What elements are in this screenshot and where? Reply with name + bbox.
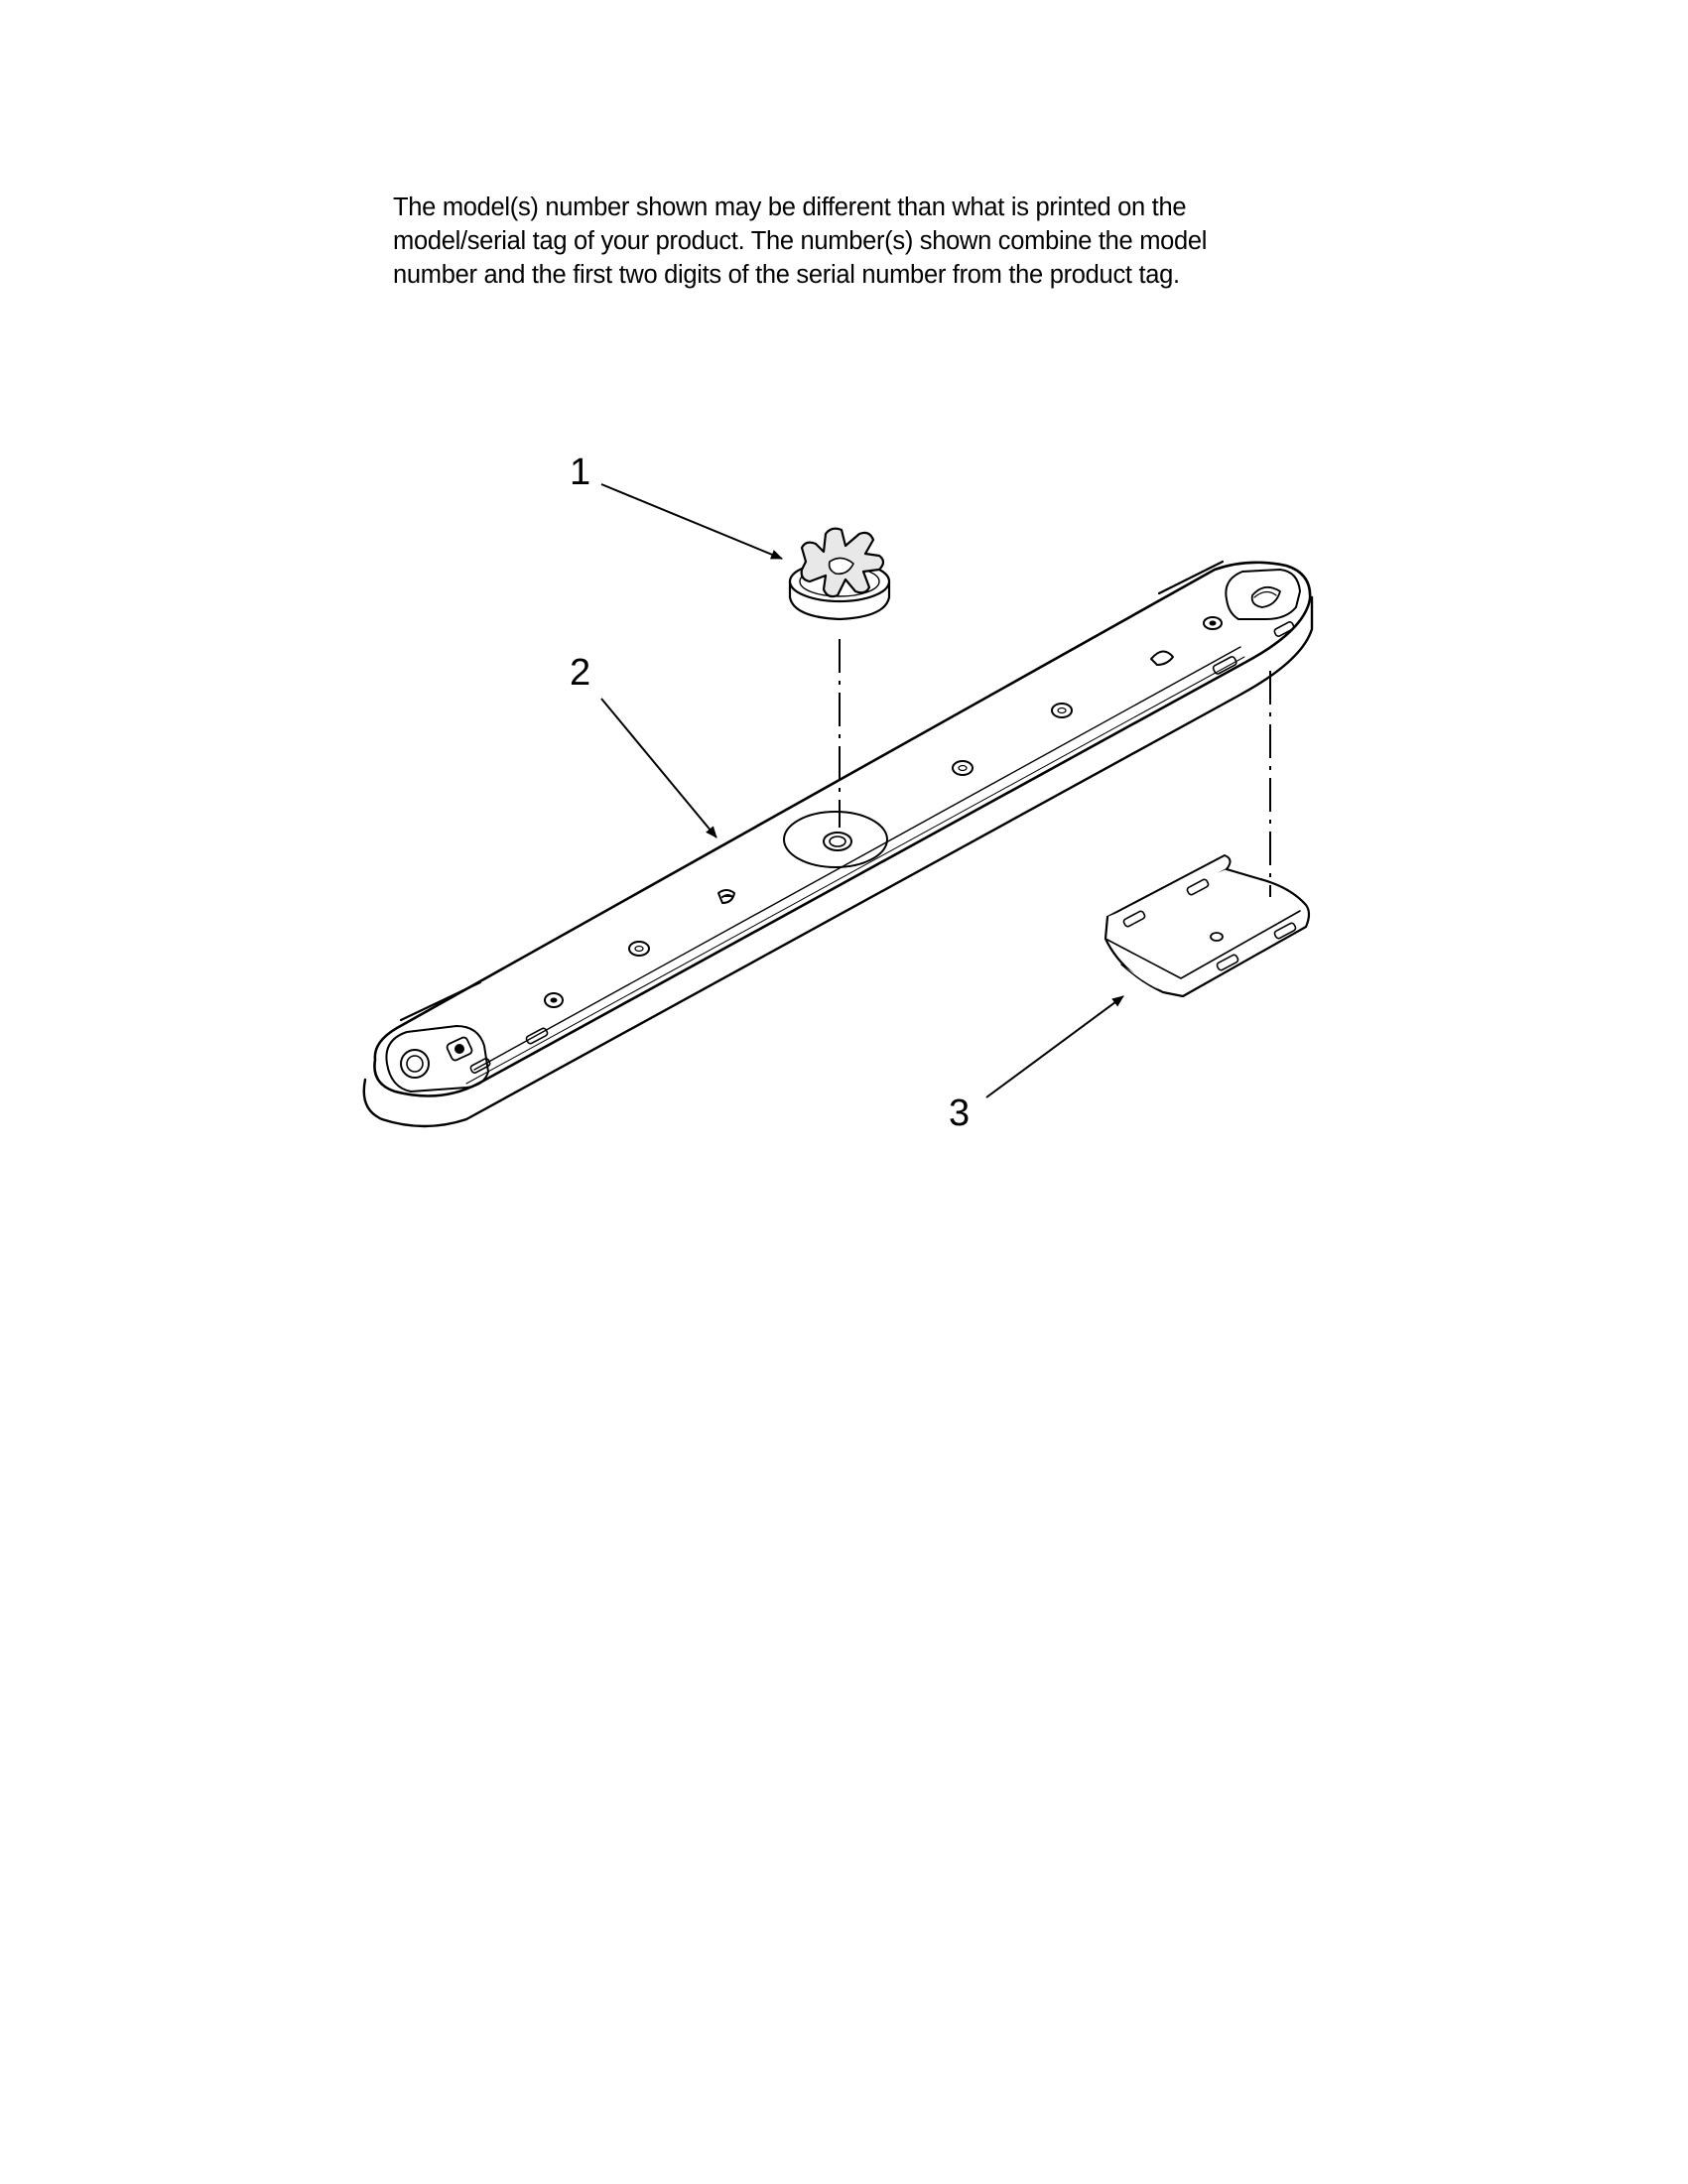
callout-number-3: 3: [949, 1092, 971, 1134]
leader-line-1: [601, 484, 782, 559]
callout-number-1: 1: [570, 451, 591, 493]
spray-arm-part[interactable]: [364, 562, 1312, 1126]
notice-line-2: model/serial tag of your product. The number(s) shown combine the model: [393, 227, 1208, 255]
leader-line-2: [601, 699, 716, 837]
notice-line-3: number and the first two digits of the serial number from the product tag.: [393, 261, 1180, 289]
bracket-part[interactable]: [1105, 855, 1309, 996]
hub-nut-part[interactable]: [790, 529, 889, 619]
notice-line-1: The model(s) number shown may be different than what is printed on the: [393, 193, 1187, 221]
callout-number-2: 2: [570, 652, 591, 694]
leader-line-3: [986, 996, 1123, 1097]
